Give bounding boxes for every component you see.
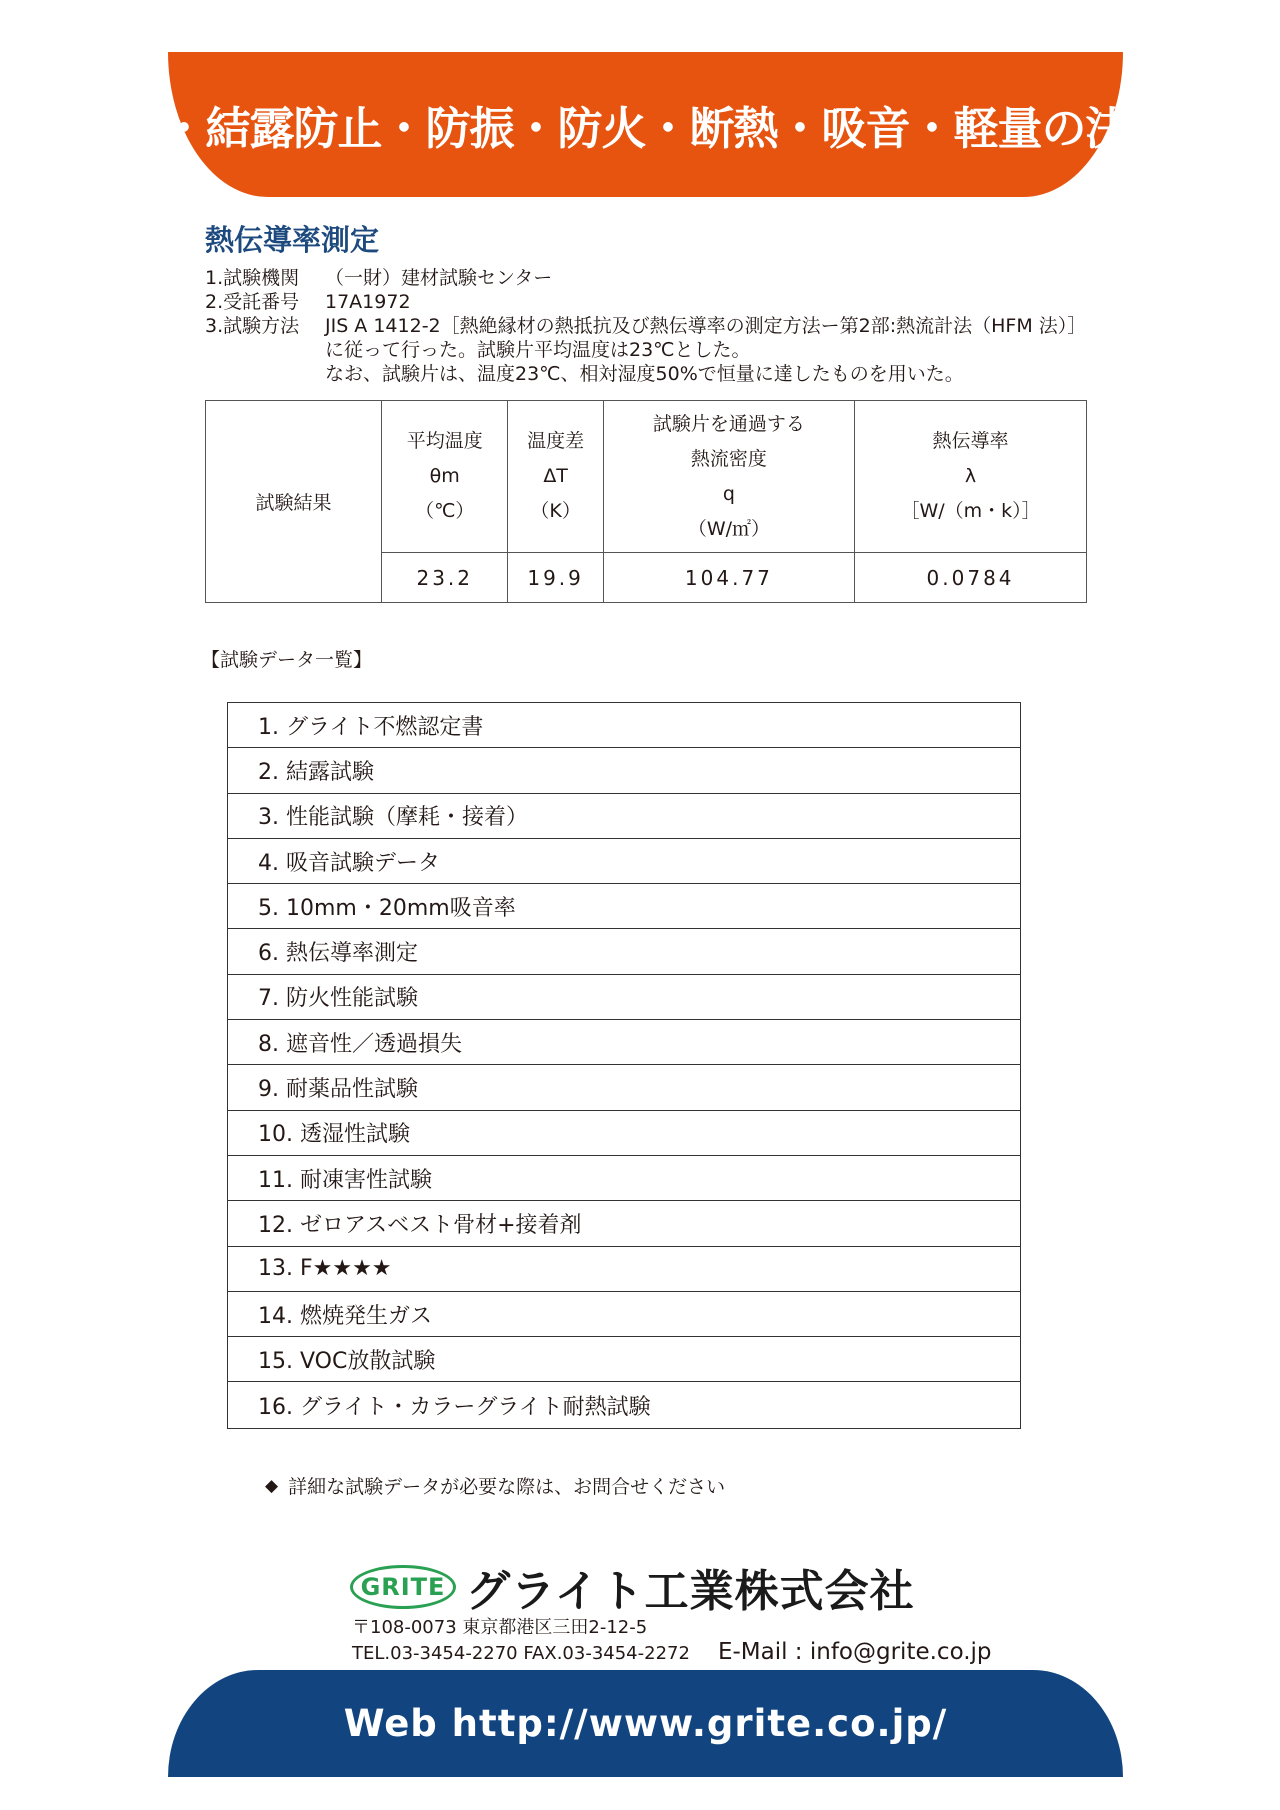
company-block bbox=[350, 1555, 915, 1619]
value-temp-diff: 19.9 bbox=[508, 553, 603, 603]
inquiry-note bbox=[265, 1472, 725, 1499]
list-item: 13. F★★★★ bbox=[228, 1247, 1020, 1292]
test-data-list bbox=[227, 702, 1021, 1429]
info-key: 1.試験機関 bbox=[205, 267, 300, 289]
list-item: 16. グライト・カラーグライト耐熱試験 bbox=[258, 1394, 651, 1420]
header-line: ΔT bbox=[543, 465, 568, 487]
top-banner bbox=[73, 52, 1218, 197]
list-item: 12. ゼロアスベスト骨材+接着剤 bbox=[228, 1201, 1020, 1246]
list-heading: 【試験データ一覧】 bbox=[201, 649, 373, 671]
note-text: 詳細な試験データが必要な際は、お問合せください bbox=[288, 1476, 726, 1498]
grite-logo bbox=[350, 1565, 456, 1609]
info-value: （一財）建材試験センター bbox=[325, 267, 553, 289]
list-item: 4. 吸音試験データ bbox=[228, 839, 1020, 884]
info-value: JIS A 1412-2［熱絶縁材の熱抵抗及び熱伝導率の測定方法ー第2部:熱流計法（HFM 法）］ bbox=[325, 315, 1087, 337]
header-line: ［W/（m・k）］ bbox=[900, 500, 1041, 522]
list-item: 6. 熱伝導率測定 bbox=[228, 929, 1020, 974]
header-line: q bbox=[722, 482, 735, 505]
company-name: グライト工業株式会社 bbox=[466, 1566, 915, 1617]
list-item: 11. 耐凍害性試験 bbox=[228, 1156, 1020, 1201]
info-row-number bbox=[205, 290, 1086, 314]
section-title: 熱伝導率測定 bbox=[205, 223, 380, 257]
results-header-row bbox=[206, 401, 1087, 553]
website-link[interactable]: Web http://www.grite.co.jp/ bbox=[343, 1702, 948, 1745]
value-avg-temp: 23.2 bbox=[382, 553, 508, 603]
list-item: 8. 遮音性／透過損失 bbox=[228, 1020, 1020, 1065]
header-avg-temp bbox=[382, 401, 508, 553]
list-item: 1. グライト不燃認定書 bbox=[228, 703, 1020, 748]
results-table bbox=[205, 400, 1087, 603]
header-line: （W/㎡） bbox=[687, 517, 771, 540]
header-line: （℃） bbox=[415, 500, 475, 522]
banner-headline: 不燃・結露防止・防振・防火・断熱・吸音・軽量の決定版 bbox=[73, 102, 1218, 155]
company-address: 〒108-0073 東京都港区三田2-12-5 bbox=[352, 1617, 648, 1638]
info-value: 17A1972 bbox=[325, 291, 411, 313]
list-item: 9. 耐薬品性試験 bbox=[228, 1065, 1020, 1110]
header-heat-flux bbox=[603, 401, 854, 553]
list-item: 5. 10mm・20mm吸音率 bbox=[228, 884, 1020, 929]
header-temp-diff bbox=[508, 401, 603, 553]
info-row-institution bbox=[205, 266, 1086, 290]
info-row-method bbox=[205, 314, 1086, 338]
method-line-2: に従って行った。試験片平均温度は23℃とした。 bbox=[325, 339, 751, 361]
header-line: θm bbox=[429, 465, 460, 487]
info-key: 2.受託番号 bbox=[205, 291, 300, 313]
bottom-banner bbox=[168, 1670, 1123, 1777]
list-item: 15. VOC放散試験 bbox=[228, 1337, 1020, 1382]
list-item: 7. 防火性能試験 bbox=[228, 975, 1020, 1020]
info-key: 3.試験方法 bbox=[205, 315, 300, 337]
list-item: 3. 性能試験（摩耗・接着） bbox=[228, 794, 1020, 839]
header-line: 試験片を通過する bbox=[652, 412, 805, 435]
header-conductivity bbox=[855, 401, 1087, 553]
value-conductivity: 0.0784 bbox=[855, 553, 1087, 603]
list-item: 2. 結露試験 bbox=[228, 748, 1020, 793]
value-heat-flux: 104.77 bbox=[603, 553, 854, 603]
test-info bbox=[205, 266, 1086, 386]
header-line: 平均温度 bbox=[406, 430, 483, 452]
header-line: 熱伝導率 bbox=[932, 430, 1009, 452]
logo-text: GRITE bbox=[360, 1573, 446, 1601]
results-row-label: 試験結果 bbox=[206, 401, 382, 603]
diamond-bullet-icon: ◆ bbox=[265, 1475, 279, 1496]
header-line: 温度差 bbox=[527, 430, 585, 452]
header-line: 熱流密度 bbox=[690, 447, 767, 470]
header-line: （K） bbox=[530, 500, 581, 522]
list-item: 14. 燃焼発生ガス bbox=[228, 1292, 1020, 1337]
list-item: 10. 透湿性試験 bbox=[228, 1111, 1020, 1156]
header-line: λ bbox=[964, 465, 977, 487]
tel-fax: TEL.03-3454-2270 FAX.03-3454-2272 bbox=[352, 1643, 690, 1664]
email-link[interactable]: E-Mail : info@grite.co.jp bbox=[717, 1639, 992, 1665]
contact-line bbox=[352, 1640, 992, 1666]
method-line-3: なお、試験片は、温度23℃、相対湿度50%で恒量に達したものを用いた。 bbox=[325, 363, 964, 385]
